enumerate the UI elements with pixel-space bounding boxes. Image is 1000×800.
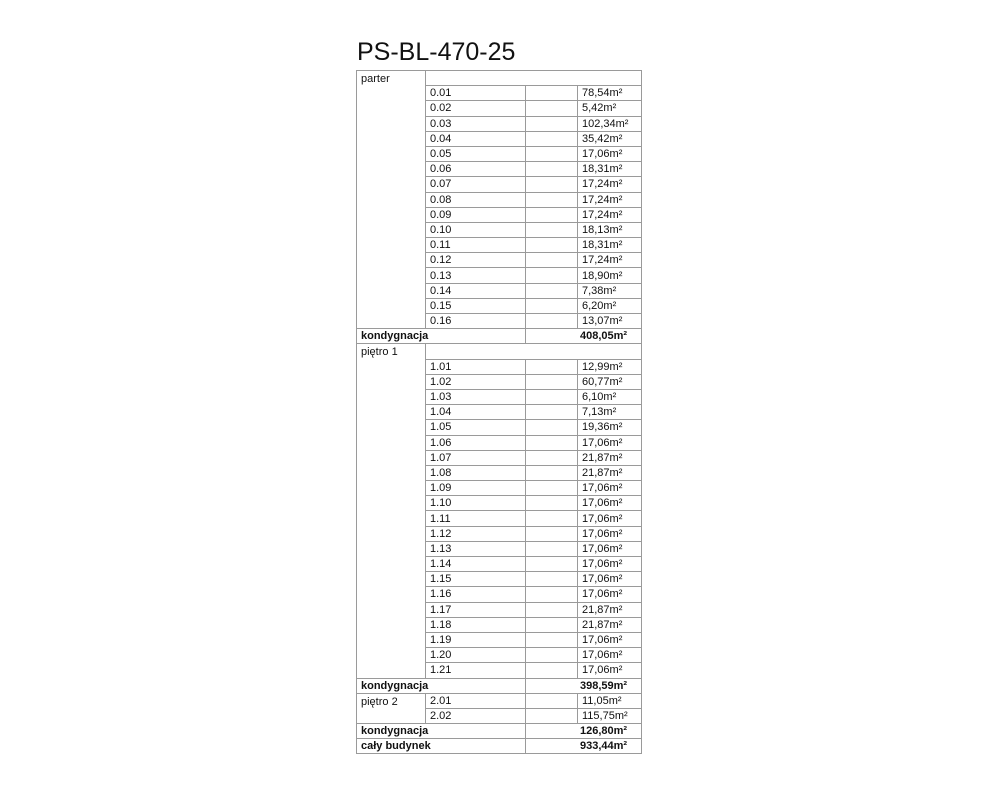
room-spacer-cell: [526, 541, 578, 556]
room-spacer-cell: [526, 131, 578, 146]
room-area: 18,31m²: [578, 162, 642, 177]
floor-header-row: [357, 71, 642, 86]
room-spacer-cell: [526, 405, 578, 420]
room-spacer-cell: [526, 177, 578, 192]
room-area: 17,24m²: [578, 192, 642, 207]
room-spacer-cell: [526, 632, 578, 647]
building-total-label: cały budynek: [357, 739, 526, 754]
room-area: 60,77m²: [578, 374, 642, 389]
room-number: 0.08: [426, 192, 526, 207]
floor-header-blank: [426, 71, 642, 86]
room-number: 1.10: [426, 496, 526, 511]
room-spacer-cell: [526, 116, 578, 131]
room-number: 1.02: [426, 374, 526, 389]
room-number: 0.14: [426, 283, 526, 298]
room-number: 0.10: [426, 222, 526, 237]
room-area: 17,06m²: [578, 435, 642, 450]
room-number: 2.01: [426, 693, 526, 708]
room-number: 0.15: [426, 298, 526, 313]
room-number: 1.07: [426, 450, 526, 465]
room-area: 18,31m²: [578, 238, 642, 253]
room-area: 19,36m²: [578, 420, 642, 435]
room-number: 1.20: [426, 648, 526, 663]
room-spacer-cell: [526, 101, 578, 116]
room-area: 17,06m²: [578, 587, 642, 602]
room-spacer-cell: [526, 253, 578, 268]
room-spacer-cell: [526, 465, 578, 480]
room-spacer-cell: [526, 708, 578, 723]
room-area: 17,06m²: [578, 572, 642, 587]
room-area: 21,87m²: [578, 617, 642, 632]
room-spacer-cell: [526, 648, 578, 663]
room-area: 11,05m²: [578, 693, 642, 708]
room-spacer-cell: [526, 526, 578, 541]
room-spacer-cell: [526, 86, 578, 101]
room-number: 0.06: [426, 162, 526, 177]
room-area: 21,87m²: [578, 602, 642, 617]
room-spacer-cell: [526, 663, 578, 678]
floor-name: piętro 1: [357, 344, 426, 678]
room-spacer-cell: [526, 298, 578, 313]
room-spacer-cell: [526, 374, 578, 389]
floor-name: parter: [357, 71, 426, 329]
room-number: 0.02: [426, 101, 526, 116]
room-area-table: [356, 70, 642, 754]
room-area: 21,87m²: [578, 450, 642, 465]
building-total-value: 933,44m²: [526, 739, 642, 754]
room-area-table-body: [357, 71, 642, 754]
room-spacer-cell: [526, 268, 578, 283]
room-spacer-cell: [526, 450, 578, 465]
floor-total-row: [357, 724, 642, 739]
building-total-row: [357, 739, 642, 754]
room-spacer-cell: [526, 192, 578, 207]
room-area: 17,24m²: [578, 207, 642, 222]
floor-total-row: [357, 329, 642, 344]
room-spacer-cell: [526, 572, 578, 587]
room-number: 1.09: [426, 481, 526, 496]
room-number: 1.04: [426, 405, 526, 420]
room-area: 5,42m²: [578, 101, 642, 116]
room-number: 0.11: [426, 238, 526, 253]
floor-total-row: [357, 678, 642, 693]
room-area: 6,20m²: [578, 298, 642, 313]
floor-total-label: kondygnacja: [357, 329, 526, 344]
room-area: 17,06m²: [578, 481, 642, 496]
floor-total-label: kondygnacja: [357, 724, 526, 739]
room-spacer-cell: [526, 222, 578, 237]
room-spacer-cell: [526, 557, 578, 572]
room-spacer-cell: [526, 359, 578, 374]
room-number: 0.01: [426, 86, 526, 101]
room-area: 17,06m²: [578, 511, 642, 526]
floor-header-blank: [426, 344, 642, 359]
room-spacer-cell: [526, 587, 578, 602]
room-number: 1.17: [426, 602, 526, 617]
room-number: 1.01: [426, 359, 526, 374]
room-area: 17,24m²: [578, 177, 642, 192]
room-number: 1.13: [426, 541, 526, 556]
room-area: 17,06m²: [578, 557, 642, 572]
room-number: 0.12: [426, 253, 526, 268]
room-area: 6,10m²: [578, 389, 642, 404]
room-spacer-cell: [526, 420, 578, 435]
room-area: 18,90m²: [578, 268, 642, 283]
room-area: 78,54m²: [578, 86, 642, 101]
room-number: 1.18: [426, 617, 526, 632]
room-area: 18,13m²: [578, 222, 642, 237]
room-number: 0.05: [426, 146, 526, 161]
room-area: 17,06m²: [578, 496, 642, 511]
room-spacer-cell: [526, 283, 578, 298]
room-area: 12,99m²: [578, 359, 642, 374]
room-area: 17,06m²: [578, 663, 642, 678]
room-area: 35,42m²: [578, 131, 642, 146]
room-area: 17,06m²: [578, 541, 642, 556]
room-spacer-cell: [526, 146, 578, 161]
room-spacer-cell: [526, 617, 578, 632]
floor-header-row: [357, 693, 642, 708]
room-number: 0.16: [426, 314, 526, 329]
room-number: 1.05: [426, 420, 526, 435]
room-number: 1.15: [426, 572, 526, 587]
room-number: 2.02: [426, 708, 526, 723]
room-number: 0.03: [426, 116, 526, 131]
room-spacer-cell: [526, 207, 578, 222]
room-number: 0.04: [426, 131, 526, 146]
room-area: 7,13m²: [578, 405, 642, 420]
room-spacer-cell: [526, 496, 578, 511]
floor-header-row: [357, 344, 642, 359]
room-number: 1.12: [426, 526, 526, 541]
room-spacer-cell: [526, 511, 578, 526]
floor-total-value: 126,80m²: [526, 724, 642, 739]
room-area: 17,06m²: [578, 526, 642, 541]
room-area: 17,06m²: [578, 146, 642, 161]
room-spacer-cell: [526, 238, 578, 253]
room-area: 21,87m²: [578, 465, 642, 480]
room-number: 1.06: [426, 435, 526, 450]
room-number: 1.16: [426, 587, 526, 602]
room-area: 17,06m²: [578, 648, 642, 663]
room-area: 17,06m²: [578, 632, 642, 647]
room-area: 102,34m²: [578, 116, 642, 131]
room-number: 1.08: [426, 465, 526, 480]
room-spacer-cell: [526, 435, 578, 450]
floor-total-value: 408,05m²: [526, 329, 642, 344]
room-area: 13,07m²: [578, 314, 642, 329]
room-area: 17,24m²: [578, 253, 642, 268]
room-area: 115,75m²: [578, 708, 642, 723]
floor-total-value: 398,59m²: [526, 678, 642, 693]
floor-name: piętro 2: [357, 693, 426, 723]
room-spacer-cell: [526, 162, 578, 177]
room-spacer-cell: [526, 693, 578, 708]
room-number: 1.19: [426, 632, 526, 647]
room-number: 0.09: [426, 207, 526, 222]
room-spacer-cell: [526, 314, 578, 329]
room-area: 7,38m²: [578, 283, 642, 298]
room-number: 0.13: [426, 268, 526, 283]
room-number: 1.11: [426, 511, 526, 526]
room-number: 1.03: [426, 389, 526, 404]
room-number: 1.21: [426, 663, 526, 678]
room-spacer-cell: [526, 389, 578, 404]
room-number: 0.07: [426, 177, 526, 192]
floor-total-label: kondygnacja: [357, 678, 526, 693]
room-number: 1.14: [426, 557, 526, 572]
room-spacer-cell: [526, 602, 578, 617]
room-spacer-cell: [526, 481, 578, 496]
page-title: PS-BL-470-25: [357, 38, 516, 66]
